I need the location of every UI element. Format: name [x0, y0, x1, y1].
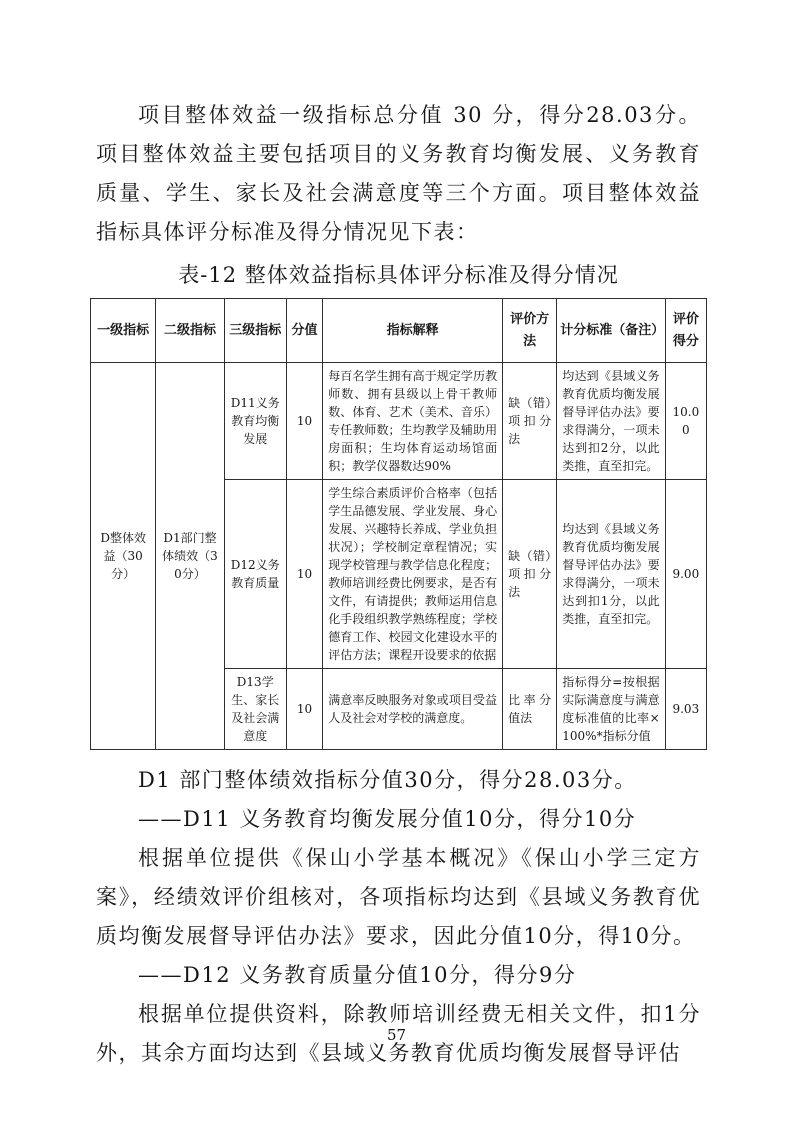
cell-indicator-d12: D12义务教育质量 — [224, 480, 286, 669]
table-row-d11 — [91, 363, 707, 480]
paragraph-d1-summary: D1 部门整体绩效指标分值30分，得分28.03分。 — [138, 768, 637, 792]
paragraph-d11-detail: 根据单位提供《保山小学基本概况》《保山小学三定方案》，经绩效评价组核对，各项指标均达到《县域义务教育优质均衡发展督导评估办法》要求，因此分值10分，得10分。 — [96, 846, 701, 948]
cell-method-d12: 缺（错）项扣分法 — [503, 480, 557, 669]
cell-score-value-d12: 10 — [286, 480, 322, 669]
cell-indicator-d13: D13学生、家长及社会满意度 — [224, 669, 286, 750]
col-header-level3: 三级指标 — [224, 299, 286, 363]
cell-indicator-d11: D11义务教育均衡发展 — [224, 363, 286, 480]
intro-paragraph: 项目整体效益一级指标总分值 30 分，得分28.03分。项目整体效益主要包括项目的义务教育均衡发展、义务教育质量、学生、家长及社会满意度等三个方面。项目整体效益指标具体评分标准及得分情况见下表： — [96, 103, 701, 244]
cell-score-d13: 9.03 — [665, 669, 706, 750]
cell-explanation-d12: 学生综合素质评价合格率（包括学生品德发展、学业发展、身心发展、兴趣特长养成、学业负担状况）；学校制定章程情况；实现学校管理与教学信息化程度；教师培训经费比例要求，是否有文件，有请提供；教师运用信息化手段组织教学熟练程度；学校德育工作、校园文化建设水平的评估方法；课程开设要求的依据 — [323, 480, 503, 669]
cell-score-d12: 9.00 — [665, 480, 706, 669]
evaluation-table — [90, 298, 707, 750]
col-header-standard: 计分标准（备注） — [557, 299, 665, 363]
cell-standard-d11: 均达到《县域义务教育优质均衡发展督导评估办法》要求得满分，一项未达到扣2分，以此类推，直至扣完。 — [557, 363, 665, 480]
col-header-explanation: 指标解释 — [323, 299, 503, 363]
cell-explanation-d11: 每百名学生拥有高于规定学历教师数、拥有县级以上骨干教师数、体育、艺术（美术、音乐）专任教师数；生均教学及辅助用房面积；生均体育运动场馆面积；教学仪器数达90% — [323, 363, 503, 480]
table-caption: 表-12 整体效益指标具体评分标准及得分情况 — [178, 263, 619, 287]
paragraph-d12-detail: 根据单位提供资料，除教师培训经费无相关文件，扣1分外，其余方面均达到《县域义务教育优质均衡发展督导评估 — [96, 1002, 701, 1065]
cell-method-d11: 缺（错）项扣分法 — [503, 363, 557, 480]
cell-score-value-d13: 10 — [286, 669, 322, 750]
cell-level2-indicator: D1部门整体绩效（30分） — [156, 363, 224, 750]
col-header-score-value: 分值 — [286, 299, 322, 363]
paragraph-d12-heading: ——D12 义务教育质量分值10分，得分9分 — [138, 963, 577, 987]
cell-standard-d13: 指标得分=按根据实际满意度与满意度标准值的比率×100%*指标分值 — [557, 669, 665, 750]
cell-score-d11: 10.00 — [665, 363, 706, 480]
cell-explanation-d13: 满意率反映服务对象或项目受益人及社会对学校的满意度。 — [323, 669, 503, 750]
col-header-level2: 二级指标 — [156, 299, 224, 363]
page-number: 57 — [386, 1026, 407, 1044]
paragraph-d11-heading: ——D11 义务教育均衡发展分值10分，得分10分 — [138, 807, 637, 831]
col-header-score: 评价得分 — [665, 299, 706, 363]
col-header-method: 评价方法 — [503, 299, 557, 363]
cell-score-value-d11: 10 — [286, 363, 322, 480]
cell-method-d13: 比率分值法 — [503, 669, 557, 750]
cell-level1-indicator: D整体效益（30分） — [91, 363, 156, 750]
table-header-row — [91, 299, 707, 363]
col-header-level1: 一级指标 — [91, 299, 156, 363]
cell-standard-d12: 均达到《县域义务教育优质均衡发展督导评估办法》要求得满分，一项未达到扣1分，以此类推，直至扣完。 — [557, 480, 665, 669]
